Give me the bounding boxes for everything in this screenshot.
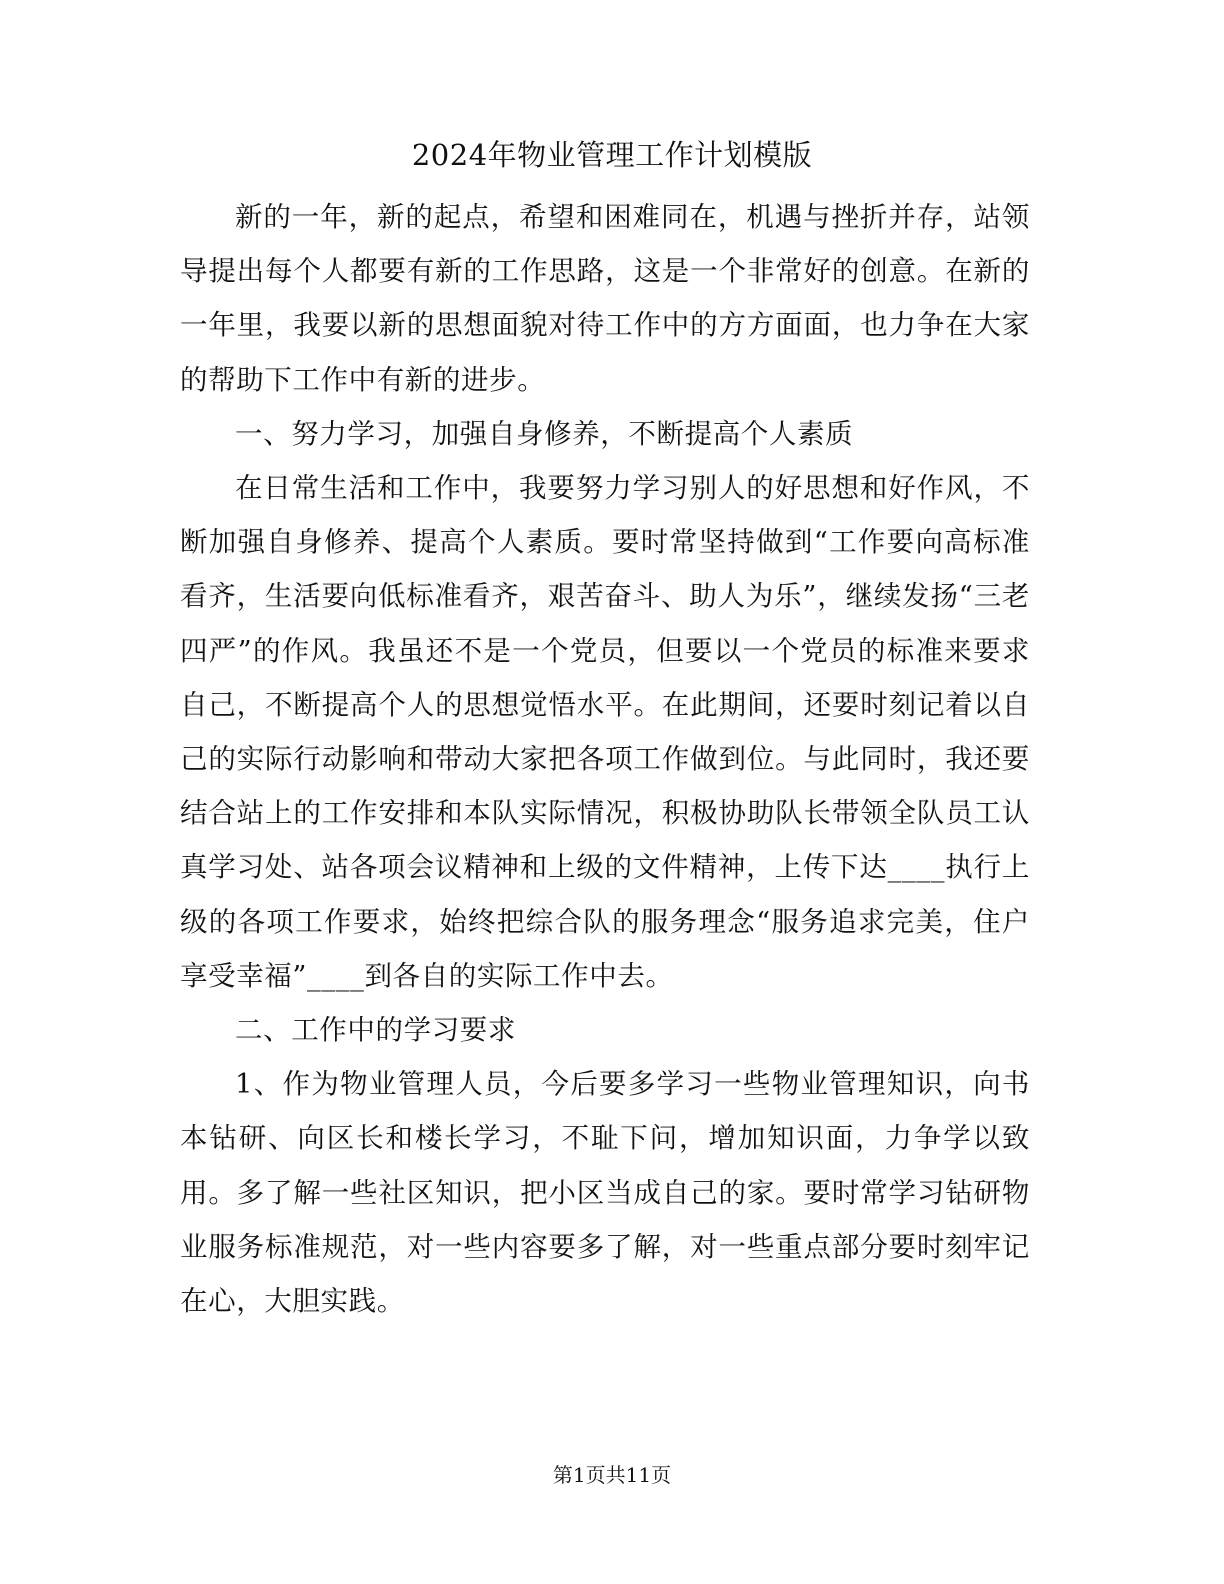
paragraph-section-2-item-1: 1、作为物业管理人员，今后要多学习一些物业管理知识，向书本钻研、向区长和楼长学习，不耻下问，增加知识面，力争学以致用。多了解一些社区知识，把小区当成自己的家。要时常学习钻研物业服务标准规范，对一些内容要多了解，对一些重点部分要时刻牢记在心，大胆实践。 [180, 1068, 1030, 1318]
document-body [180, 190, 1030, 1328]
paragraph-section-1: 在日常生活和工作中，我要努力学习别人的好思想和好作风，不断加强自身修养、提高个人素质。要时常坚持做到“工作要向高标准看齐，生活要向低标准看齐，艰苦奋斗、助人为乐”，继续发扬“三老四严”的作风。我虽还不是一个党员，但要以一个党员的标准来要求自己，不断提高个人的思想觉悟水平。在此期间，还要时刻记着以自己的实际行动影响和带动大家把各项工作做到位。与此同时，我还要结合站上的工作安排和本队实际情况，积极协助队长带领全队员工认真学习处、站各项会议精神和上级的文件精神，上传下达____执行上级的各项工作要求，始终把综合队的服务理念“服务追求完美，住户享受幸福”____到各自的实际工作中去。 [180, 472, 1030, 992]
page-number-footer: 第1页共11页 [552, 1463, 672, 1487]
paragraph-intro: 新的一年，新的起点，希望和困难同在，机遇与挫折并存，站领导提出每个人都要有新的工作思路，这是一个非常好的创意。在新的一年里，我要以新的思想面貌对待工作中的方方面面，也力争在大家的帮助下工作中有新的进步。 [180, 201, 1030, 396]
section-heading-1: 一、努力学习，加强自身修养，不断提高个人素质 [235, 417, 854, 450]
section-heading-2: 二、工作中的学习要求 [235, 1014, 516, 1047]
document-title: 2024年物业管理工作计划模版 [411, 138, 813, 172]
